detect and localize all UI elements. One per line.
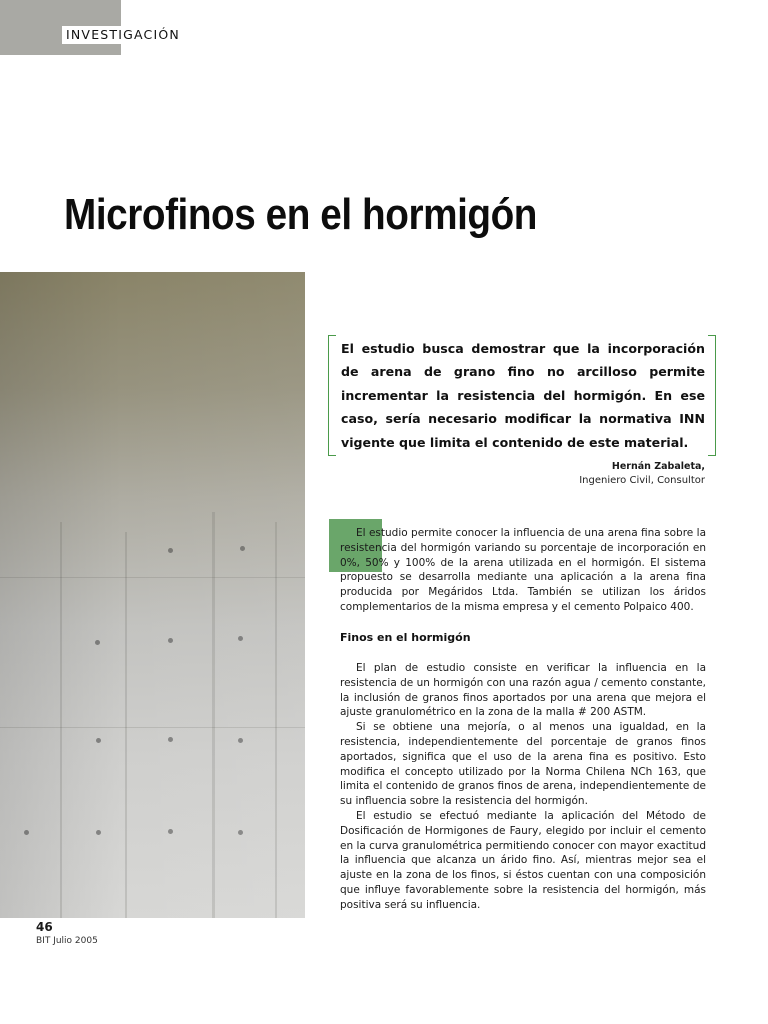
body-paragraph: Si se obtiene una mejoría, o al menos una igualdad, en la resistencia, independientemente del porcentaje de granos finos aportados, significa que el uso de la arena fina es positivo. Esto modifica el concepto utilizado por la Norma Chilena NCh 163, que limita el contenido de granos finos de arena, independientemente de su influencia sobre la resistencia del hormigón. (340, 721, 706, 808)
publication-info: BIT Julio 2005 (36, 936, 98, 946)
author-role: Ingeniero Civil, Consultor (579, 475, 705, 486)
body-text (340, 661, 706, 913)
author-block (579, 460, 705, 488)
pullquote (328, 335, 716, 456)
page-number: 46 (36, 920, 53, 934)
body-paragraph: El plan de estudio consiste en verificar la influencia en la resistencia de un hormigón con una razón agua / cemento constante, la inclusión de granos finos aportados por una arena que mejora el ajuste granulométrico en la zona de la malla # 200 ASTM. (340, 662, 706, 719)
intro-paragraph: El estudio permite conocer la influencia de una arena fina sobre la resistencia del hormigón variando su porcentaje de incorporación en 0%, 50% y 100% de la arena utilizada en el hormigón. El sistema propuesto se desarrolla mediante una aplicación a la arena fina producida por Megáridos Ltda. También se utilizan los áridos complementarios de la misma empresa y el cemento Polpaico 400. (340, 527, 706, 613)
concrete-wall-photo (0, 272, 305, 918)
pullquote-bracket-left (328, 335, 336, 456)
article-title: Microfinos en el hormigón (64, 190, 538, 239)
section-label: INVESTIGACIÓN (62, 26, 184, 44)
pullquote-text: El estudio busca demostrar que la incorporación de arena de grano fino no arcilloso permite incrementar la resistencia del hormigón. En ese caso, sería necesario modificar la normativa INN vigente que limita el contenido de este material. (341, 341, 705, 450)
body-paragraph: El estudio se efectuó mediante la aplicación del Método de Dosificación de Hormigones de Faury, elegido por incluir el cemento en la curva granulométrica permitiendo conocer con mayor exactitud la influencia que alcanza un árido fino. Así, mientras mejor sea el ajuste en la zona de los finos, si éstos cuentan con una composición que influye favorablemente sobre la resistencia del hormigón, más positiva será su influencia. (340, 809, 706, 911)
intro-paragraph-block (340, 526, 706, 615)
section-subheading: Finos en el hormigón (340, 631, 471, 644)
author-name: Hernán Zabaleta, (611, 461, 705, 472)
pullquote-bracket-right (708, 335, 716, 456)
